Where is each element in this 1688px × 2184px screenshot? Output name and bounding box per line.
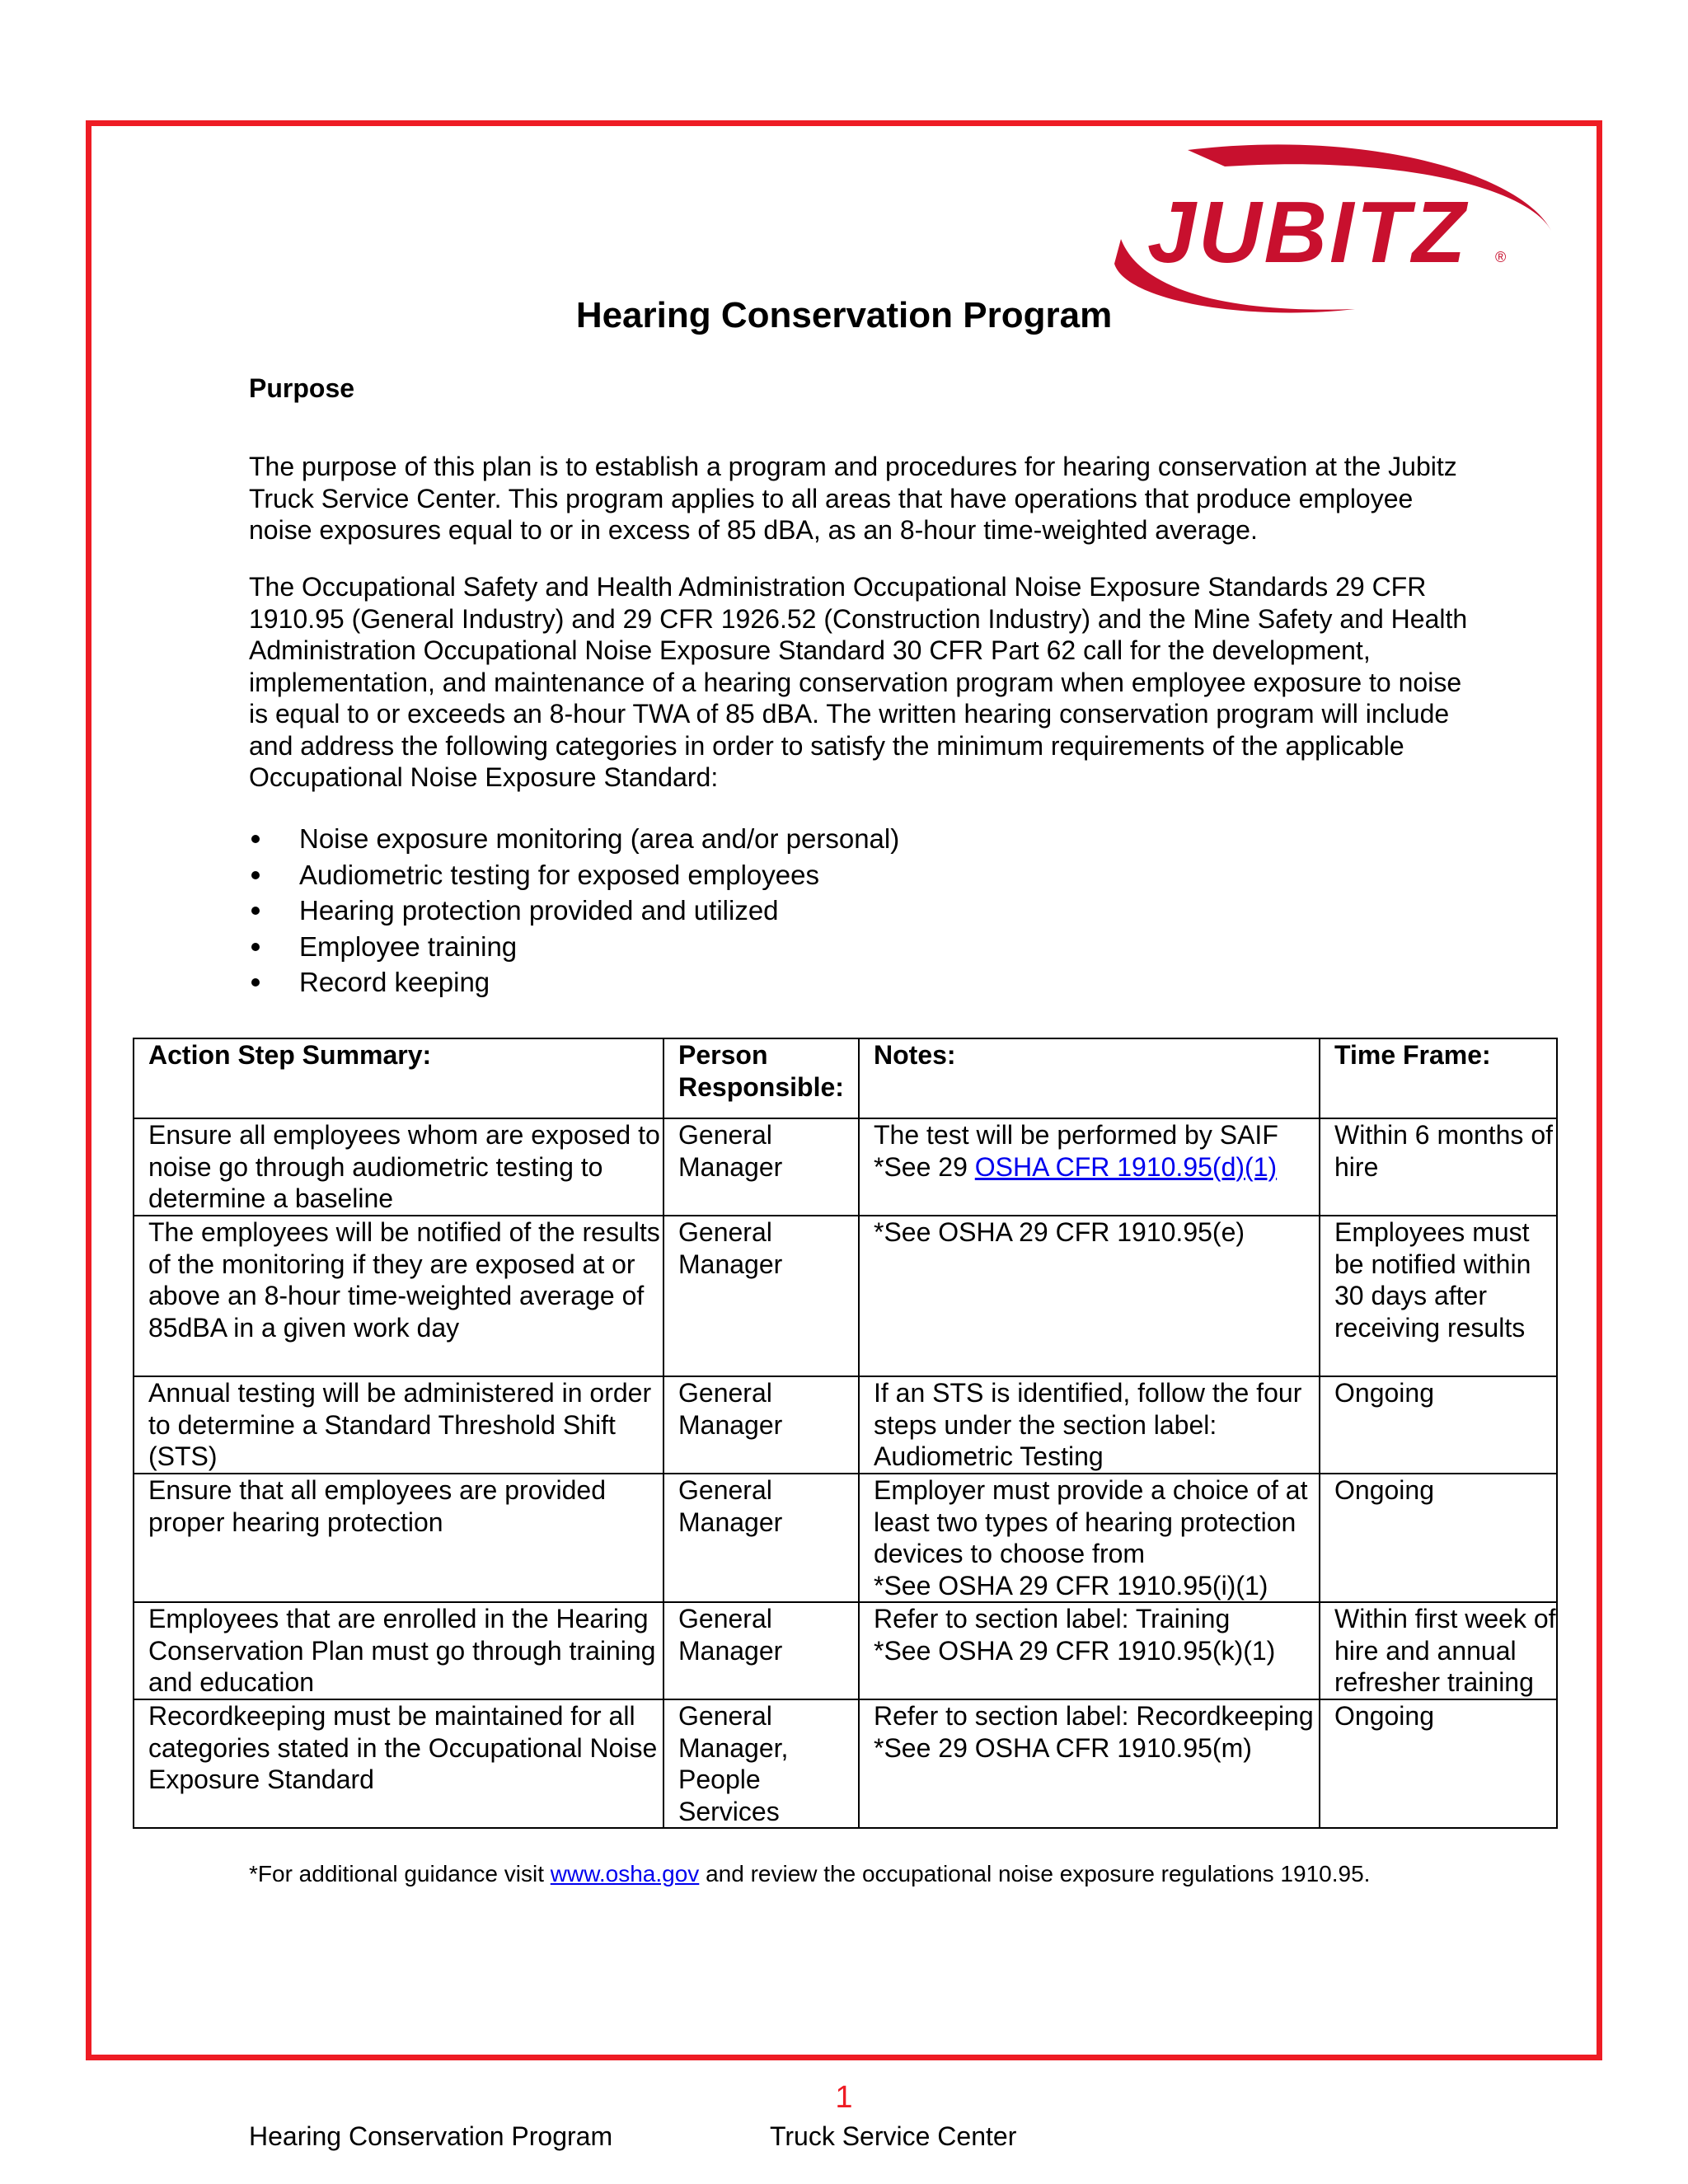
cell-time: Ongoing — [1320, 1376, 1557, 1474]
table-row — [134, 1216, 1557, 1376]
table-row — [134, 1602, 1557, 1699]
footer-document-title: Hearing Conservation Program — [249, 2121, 613, 2151]
cell-time: Within first week of hire and annual refresher training — [1320, 1602, 1557, 1699]
cell-person: General Manager — [663, 1376, 859, 1474]
action-step-table — [133, 1038, 1558, 1829]
table-header-row — [134, 1038, 1557, 1118]
cell-action: Ensure that all employees are provided proper hearing protection — [134, 1474, 663, 1602]
cell-notes: If an STS is identified, follow the four steps under the section label: Audiometric Testing — [859, 1376, 1320, 1474]
osha-website-link[interactable]: www.osha.gov — [550, 1861, 700, 1886]
table-row — [134, 1118, 1557, 1216]
registered-mark: ® — [1495, 249, 1507, 265]
cell-action: Annual testing will be administered in order to determine a Standard Threshold Shift (STS) — [134, 1376, 663, 1474]
table-row — [134, 1376, 1557, 1474]
page-number: 1 — [835, 2080, 853, 2115]
logo-wordmark: JUBITZ — [1147, 184, 1468, 281]
cell-notes: Employer must provide a choice of at least two types of hearing protection devices to choose from *See OSHA 29 CFR 1910.95(i)(1) — [859, 1474, 1320, 1602]
header-time-frame: Time Frame: — [1320, 1038, 1557, 1118]
footnote-prefix: *For additional guidance visit — [249, 1861, 551, 1886]
cell-time: Ongoing — [1320, 1474, 1557, 1602]
category-list — [249, 821, 899, 1001]
paragraph-purpose: The purpose of this plan is to establish a program and procedures for hearing conservation at the Jubitz Truck Service Center. This program applies to all areas that have operations that produce employee noise exposures equal to or in excess of 85 dBA, as an 8-hour time-weighted average. — [249, 452, 1457, 545]
cell-person: General Manager — [663, 1474, 859, 1602]
purpose-heading: Purpose — [249, 373, 355, 403]
cell-time: Within 6 months of hire — [1320, 1118, 1557, 1216]
cell-time: Employees must be notified within 30 days after receiving results — [1320, 1216, 1557, 1376]
header-notes: Notes: — [859, 1038, 1320, 1118]
osha-cfr-link[interactable]: OSHA CFR 1910.95(d)(1) — [974, 1151, 1278, 1182]
list-item: Record keeping — [249, 964, 899, 1001]
notes-text: The test will be performed by SAIF — [874, 1120, 1278, 1150]
cell-action: Employees that are enrolled in the Hearing Conservation Plan must go through training and education — [134, 1602, 663, 1699]
jubitz-logo — [1093, 140, 1563, 317]
cell-notes: Refer to section label: Recordkeeping *See 29 OSHA CFR 1910.95(m) — [859, 1699, 1320, 1828]
cell-action: Ensure all employees whom are exposed to noise go through audiometric testing to determine a baseline — [134, 1118, 663, 1216]
table-row — [134, 1474, 1557, 1602]
footnote-suffix: and review the occupational noise exposure regulations 1910.95. — [699, 1861, 1371, 1886]
cell-person: General Manager — [663, 1602, 859, 1699]
cell-notes: *See OSHA 29 CFR 1910.95(e) — [859, 1216, 1320, 1376]
cell-person: General Manager — [663, 1216, 859, 1376]
list-item: Noise exposure monitoring (area and/or personal) — [249, 821, 899, 857]
cell-person: General Manager, People Services — [663, 1699, 859, 1828]
notes-see-prefix: *See 29 — [874, 1151, 975, 1182]
header-action-step: Action Step Summary: — [134, 1038, 663, 1118]
footnote — [249, 1858, 1469, 1889]
page-title: Hearing Conservation Program — [575, 295, 1113, 335]
cell-time: Ongoing — [1320, 1699, 1557, 1828]
paragraph-standards: The Occupational Safety and Health Administration Occupational Noise Exposure Standards 29 CFR 1910.95 (General Industry) and 29 CFR 1926.52 (Construction Industry) and the Mine Safety and Health Administration Occupational Noise Exposure Standard 30 CFR Part 62 call for the development, implementation, and maintenance of a hearing conservation program when employee exposure to noise is equal to or exceeds an 8-hour TWA of 85 dBA. The written hearing conservation program will include and address the following categories in order to satisfy the minimum requirements of the applicable Occupational Noise Exposure Standard: — [249, 572, 1468, 792]
table-row — [134, 1699, 1557, 1828]
list-item: Employee training — [249, 929, 899, 965]
footer-location: Truck Service Center — [770, 2121, 1017, 2151]
cell-action: The employees will be notified of the results of the monitoring if they are exposed at or above an 8-hour time-weighted average of 85dBA in a given work day — [134, 1216, 663, 1376]
header-person-responsible: Person Responsible: — [663, 1038, 859, 1118]
cell-person: General Manager — [663, 1118, 859, 1216]
list-item: Hearing protection provided and utilized — [249, 893, 899, 929]
cell-action: Recordkeeping must be maintained for all categories stated in the Occupational Noise Exposure Standard — [134, 1699, 663, 1828]
cell-notes: Refer to section label: Training *See OSHA 29 CFR 1910.95(k)(1) — [859, 1602, 1320, 1699]
cell-notes — [859, 1118, 1320, 1216]
list-item: Audiometric testing for exposed employees — [249, 857, 899, 893]
